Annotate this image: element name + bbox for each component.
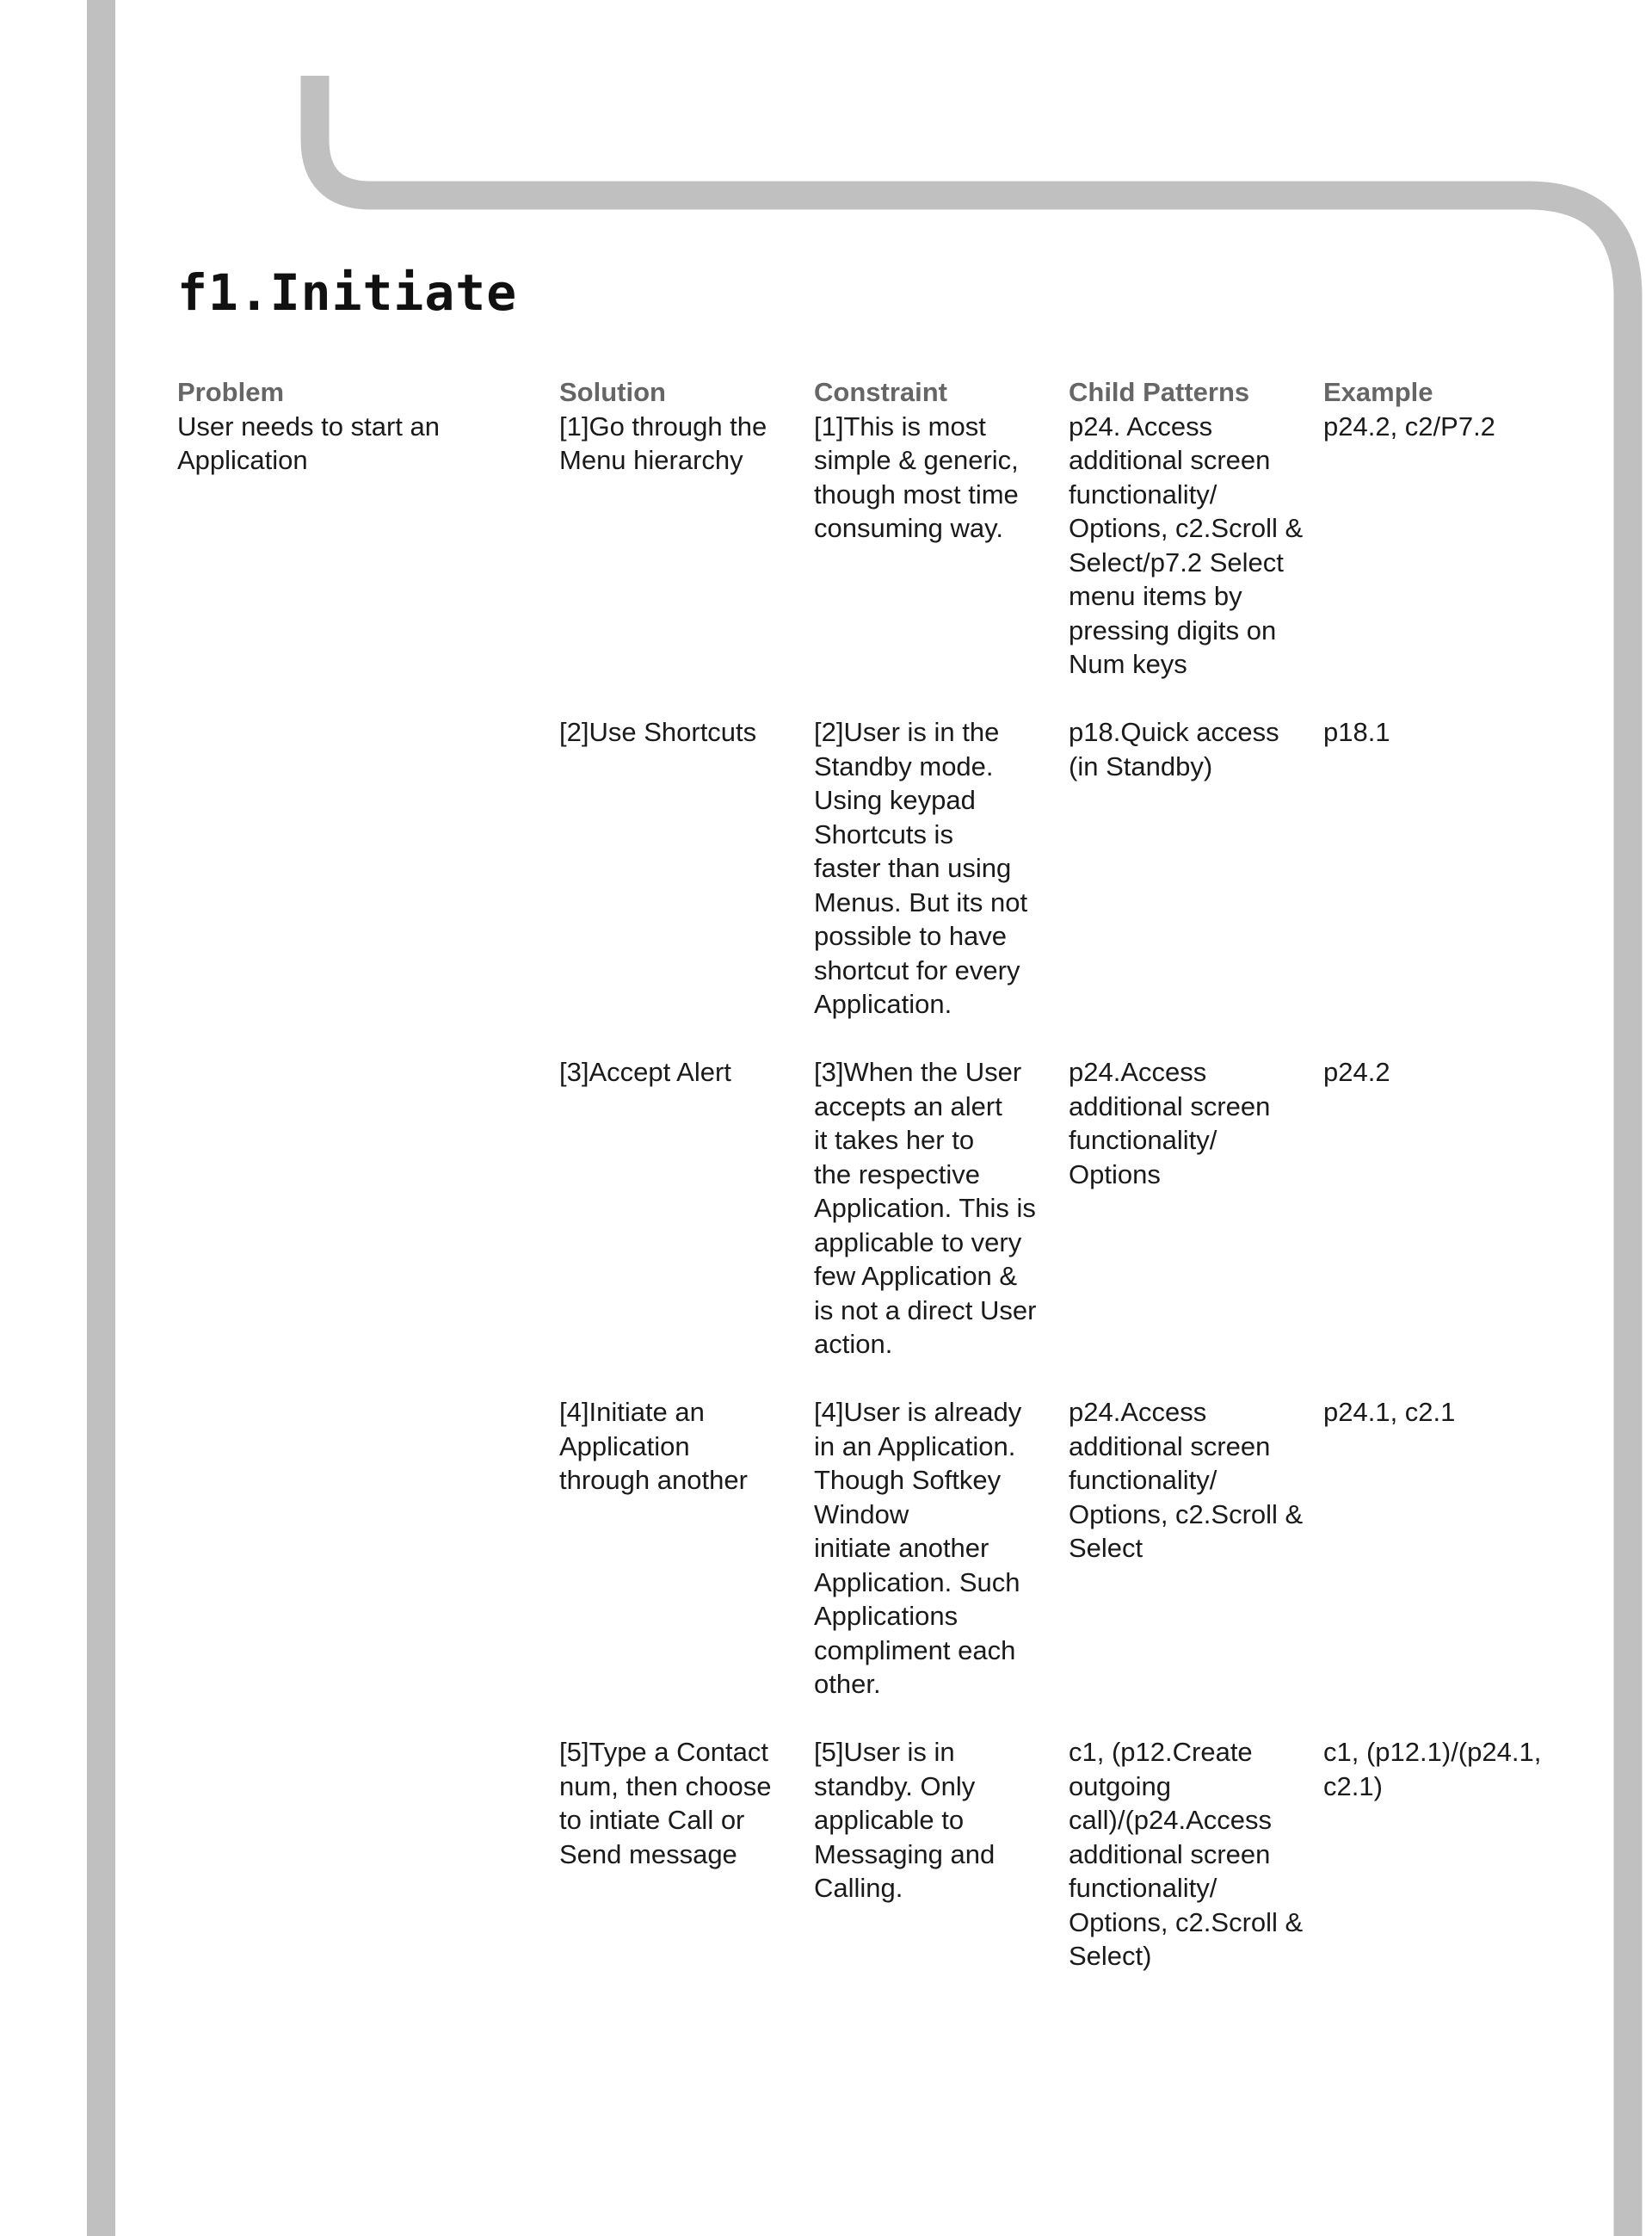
- pattern-table: [177, 375, 1554, 2007]
- solution-cell: [4]Initiate an Application through another: [559, 1397, 748, 1495]
- table-row: [177, 1055, 1554, 1362]
- solution-cell: [3]Accept Alert: [559, 1057, 731, 1087]
- table-row: [177, 410, 1554, 682]
- example-cell: p24.2, c2/P7.2: [1323, 411, 1495, 442]
- child-patterns-cell: p24.Access additional screen functionality/ Options: [1069, 1057, 1271, 1189]
- table-row: [177, 715, 1554, 1022]
- table-header-row: [177, 375, 1554, 410]
- example-cell: p18.1: [1323, 717, 1390, 747]
- child-patterns-cell: p24.Access additional screen functionality/ Options, c2.Scroll & Select: [1069, 1397, 1304, 1563]
- page-title: f1.Initiate: [177, 263, 518, 322]
- solution-cell: [5]Type a Contact num, then choose to intiate Call or Send message: [559, 1737, 772, 1869]
- constraint-cell: [1]This is most simple & generic, though most time consuming way.: [814, 411, 1019, 543]
- header-solution: Solution: [559, 377, 666, 407]
- table-row: [177, 1395, 1554, 1702]
- constraint-cell: [4]User is already in an Application. Though Softkey Window initiate another Application. Such Applications compliment each other.: [814, 1397, 1022, 1699]
- problem-cell: User needs to start an Application: [177, 411, 440, 475]
- header-child-patterns: Child Patterns: [1069, 377, 1250, 407]
- child-patterns-cell: c1, (p12.Create outgoing call)/(p24.Access additional screen functionality/ Options, c2.Scroll & Select): [1069, 1737, 1304, 1971]
- solution-cell: [1]Go through the Menu hierarchy: [559, 411, 767, 475]
- example-cell: p24.1, c2.1: [1323, 1397, 1456, 1427]
- child-patterns-cell: p18.Quick access (in Standby): [1069, 717, 1279, 781]
- constraint-cell: [5]User is in standby. Only applicable to Messaging and Calling.: [814, 1737, 996, 1903]
- header-problem: Problem: [177, 377, 285, 407]
- table-row: [177, 1735, 1554, 1973]
- header-example: Example: [1323, 377, 1433, 407]
- child-patterns-cell: p24. Access additional screen functionality/ Options, c2.Scroll & Select/p7.2 Select menu items by pressing digits on Num keys: [1069, 411, 1304, 679]
- constraint-cell: [2]User is in the Standby mode. Using keypad Shortcuts is faster than using Menus. But its not possible to have shortcut for every Application.: [814, 717, 1028, 1019]
- example-cell: c1, (p12.1)/(p24.1, c2.1): [1323, 1737, 1542, 1801]
- header-constraint: Constraint: [814, 377, 947, 407]
- constraint-cell: [3]When the User accepts an alert it takes her to the respective Application. This is applicable to very few Application & is not a direct User action.: [814, 1057, 1037, 1359]
- left-frame-bar: [87, 0, 115, 2236]
- example-cell: p24.2: [1323, 1057, 1390, 1087]
- solution-cell: [2]Use Shortcuts: [559, 717, 757, 747]
